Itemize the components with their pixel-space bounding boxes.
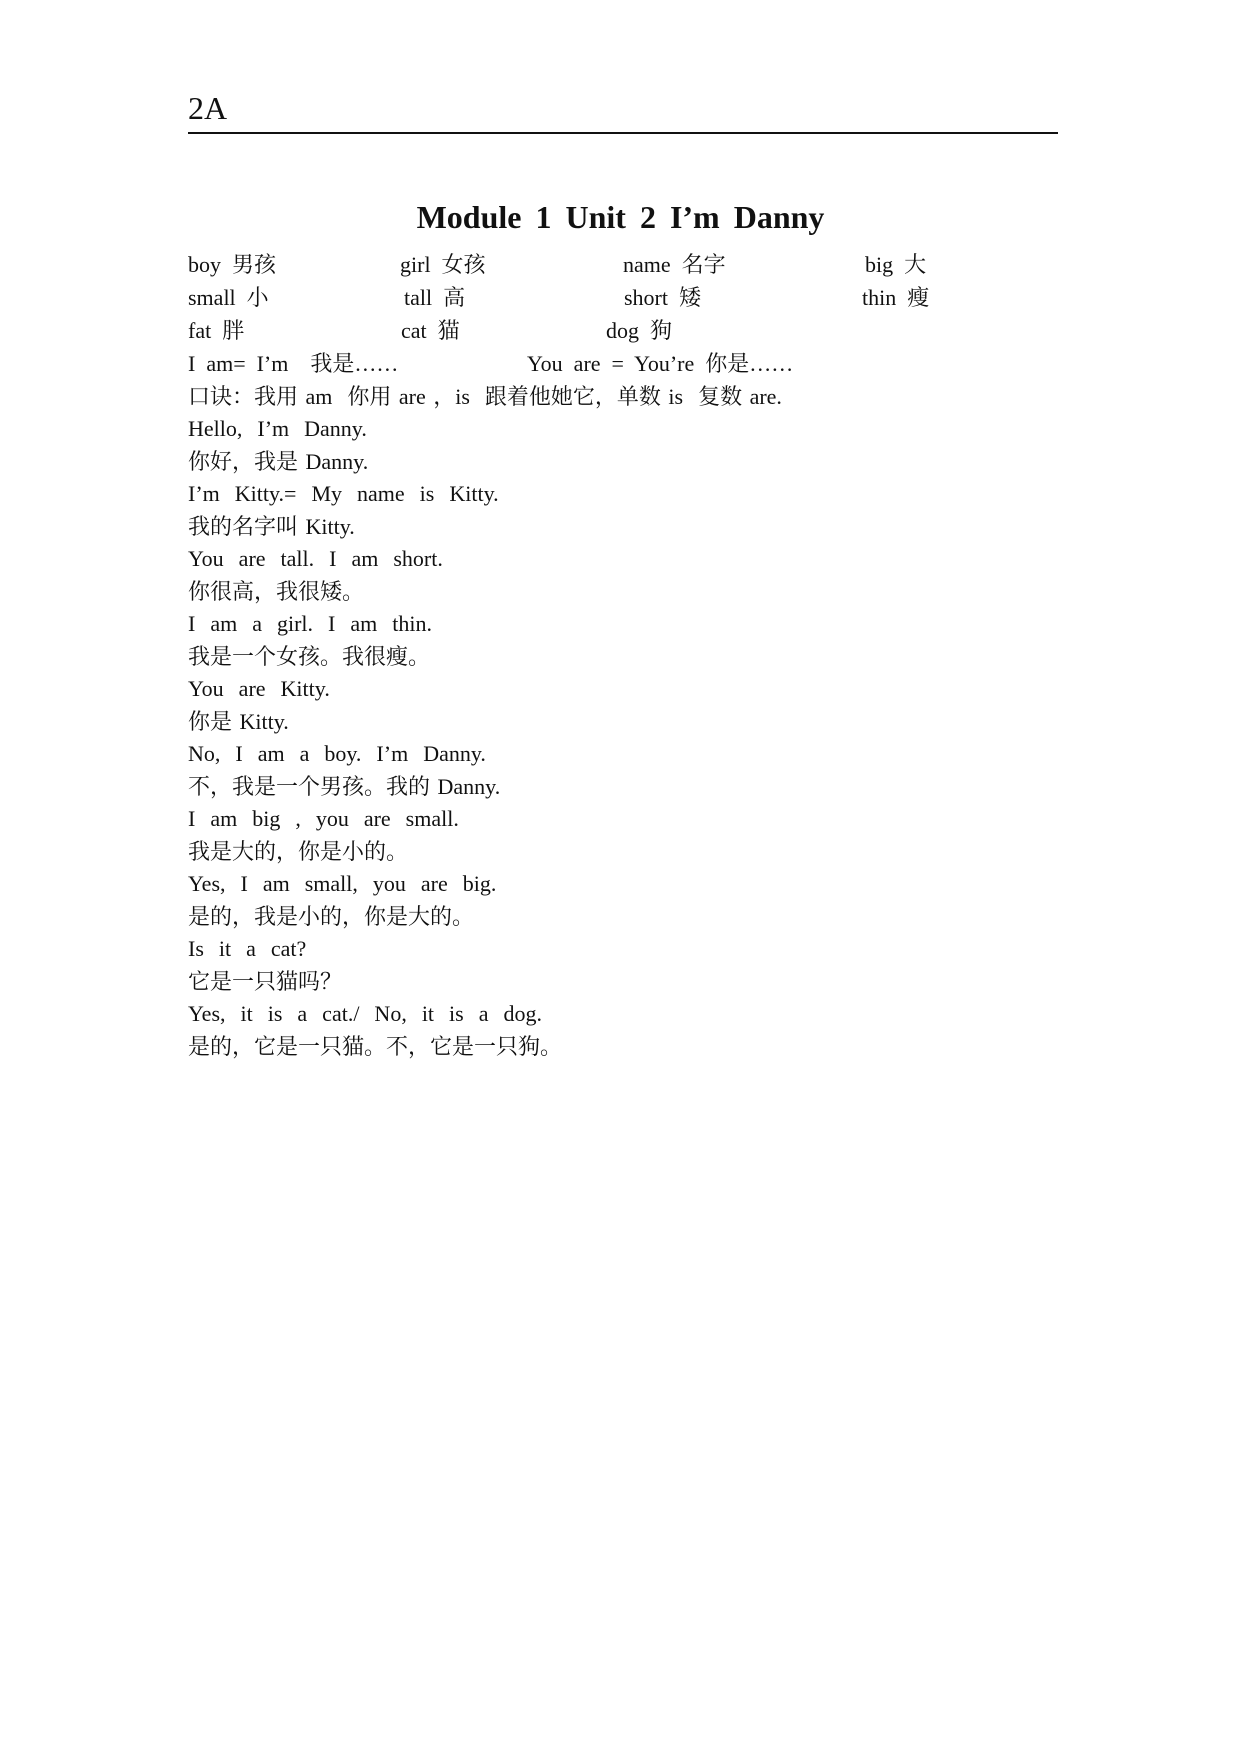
sentence-chinese: 你是 Kitty. [188, 709, 289, 734]
vocab-item: thin 瘦 [862, 285, 930, 310]
sentence-chinese: 你很高，我很矮。 [188, 579, 365, 604]
vocab-item: tall 高 [404, 285, 466, 310]
vocab-item: girl 女孩 [400, 252, 486, 277]
grammar-you-are: You are = You’re 你是…… [527, 351, 794, 376]
sentence-english: No, I am a boy. I’m Danny. [188, 741, 486, 766]
vocab-item: dog 狗 [606, 318, 673, 343]
sentence-chinese: 我是一个女孩。我很瘦。 [188, 644, 431, 669]
sentence-english: Yes, I am small, you are big. [188, 871, 497, 896]
sentence-english: I am big , you are small. [188, 806, 459, 831]
sentence-chinese: 它是一只猫吗？ [188, 969, 343, 994]
sentence-chinese: 你好，我是 Danny. [188, 449, 369, 474]
sentence-chinese: 不，我是一个男孩。我的 Danny. [188, 774, 501, 799]
sentence-english: You are tall. I am short. [188, 546, 443, 571]
sentence-chinese: 是的，它是一只猫。不，它是一只狗。 [188, 1034, 563, 1059]
grammar-rhyme: 口诀：我用 am 你用 are ，is 跟着他她它，单数 is 复数 are. [188, 384, 782, 409]
sentence-english: Yes, it is a cat./ No, it is a dog. [188, 1001, 542, 1026]
vocab-item: short 矮 [624, 285, 702, 310]
header-label: 2A [188, 90, 228, 126]
sentence-english: I’m Kitty.= My name is Kitty. [188, 481, 499, 506]
sentence-english: Hello, I’m Danny. [188, 416, 367, 441]
vocab-item: small 小 [188, 285, 269, 310]
document-title: Module 1 Unit 2 I’m Danny [416, 199, 825, 235]
sentence-chinese: 是的，我是小的，你是大的。 [188, 904, 475, 929]
sentence-english: I am a girl. I am thin. [188, 611, 432, 636]
sentence-english: Is it a cat? [188, 936, 307, 961]
sentence-chinese: 我是大的，你是小的。 [188, 839, 409, 864]
grammar-i-am: I am= I’m 我是…… [188, 351, 399, 376]
page-header [188, 88, 1058, 134]
sentence-english: You are Kitty. [188, 676, 330, 701]
vocab-item: fat 胖 [188, 318, 245, 343]
vocab-item: boy 男孩 [188, 252, 277, 277]
vocab-item: name 名字 [623, 252, 726, 277]
vocab-item: big 大 [865, 252, 927, 277]
vocab-item: cat 猫 [401, 318, 460, 343]
sentence-chinese: 我的名字叫 Kitty. [188, 514, 355, 539]
